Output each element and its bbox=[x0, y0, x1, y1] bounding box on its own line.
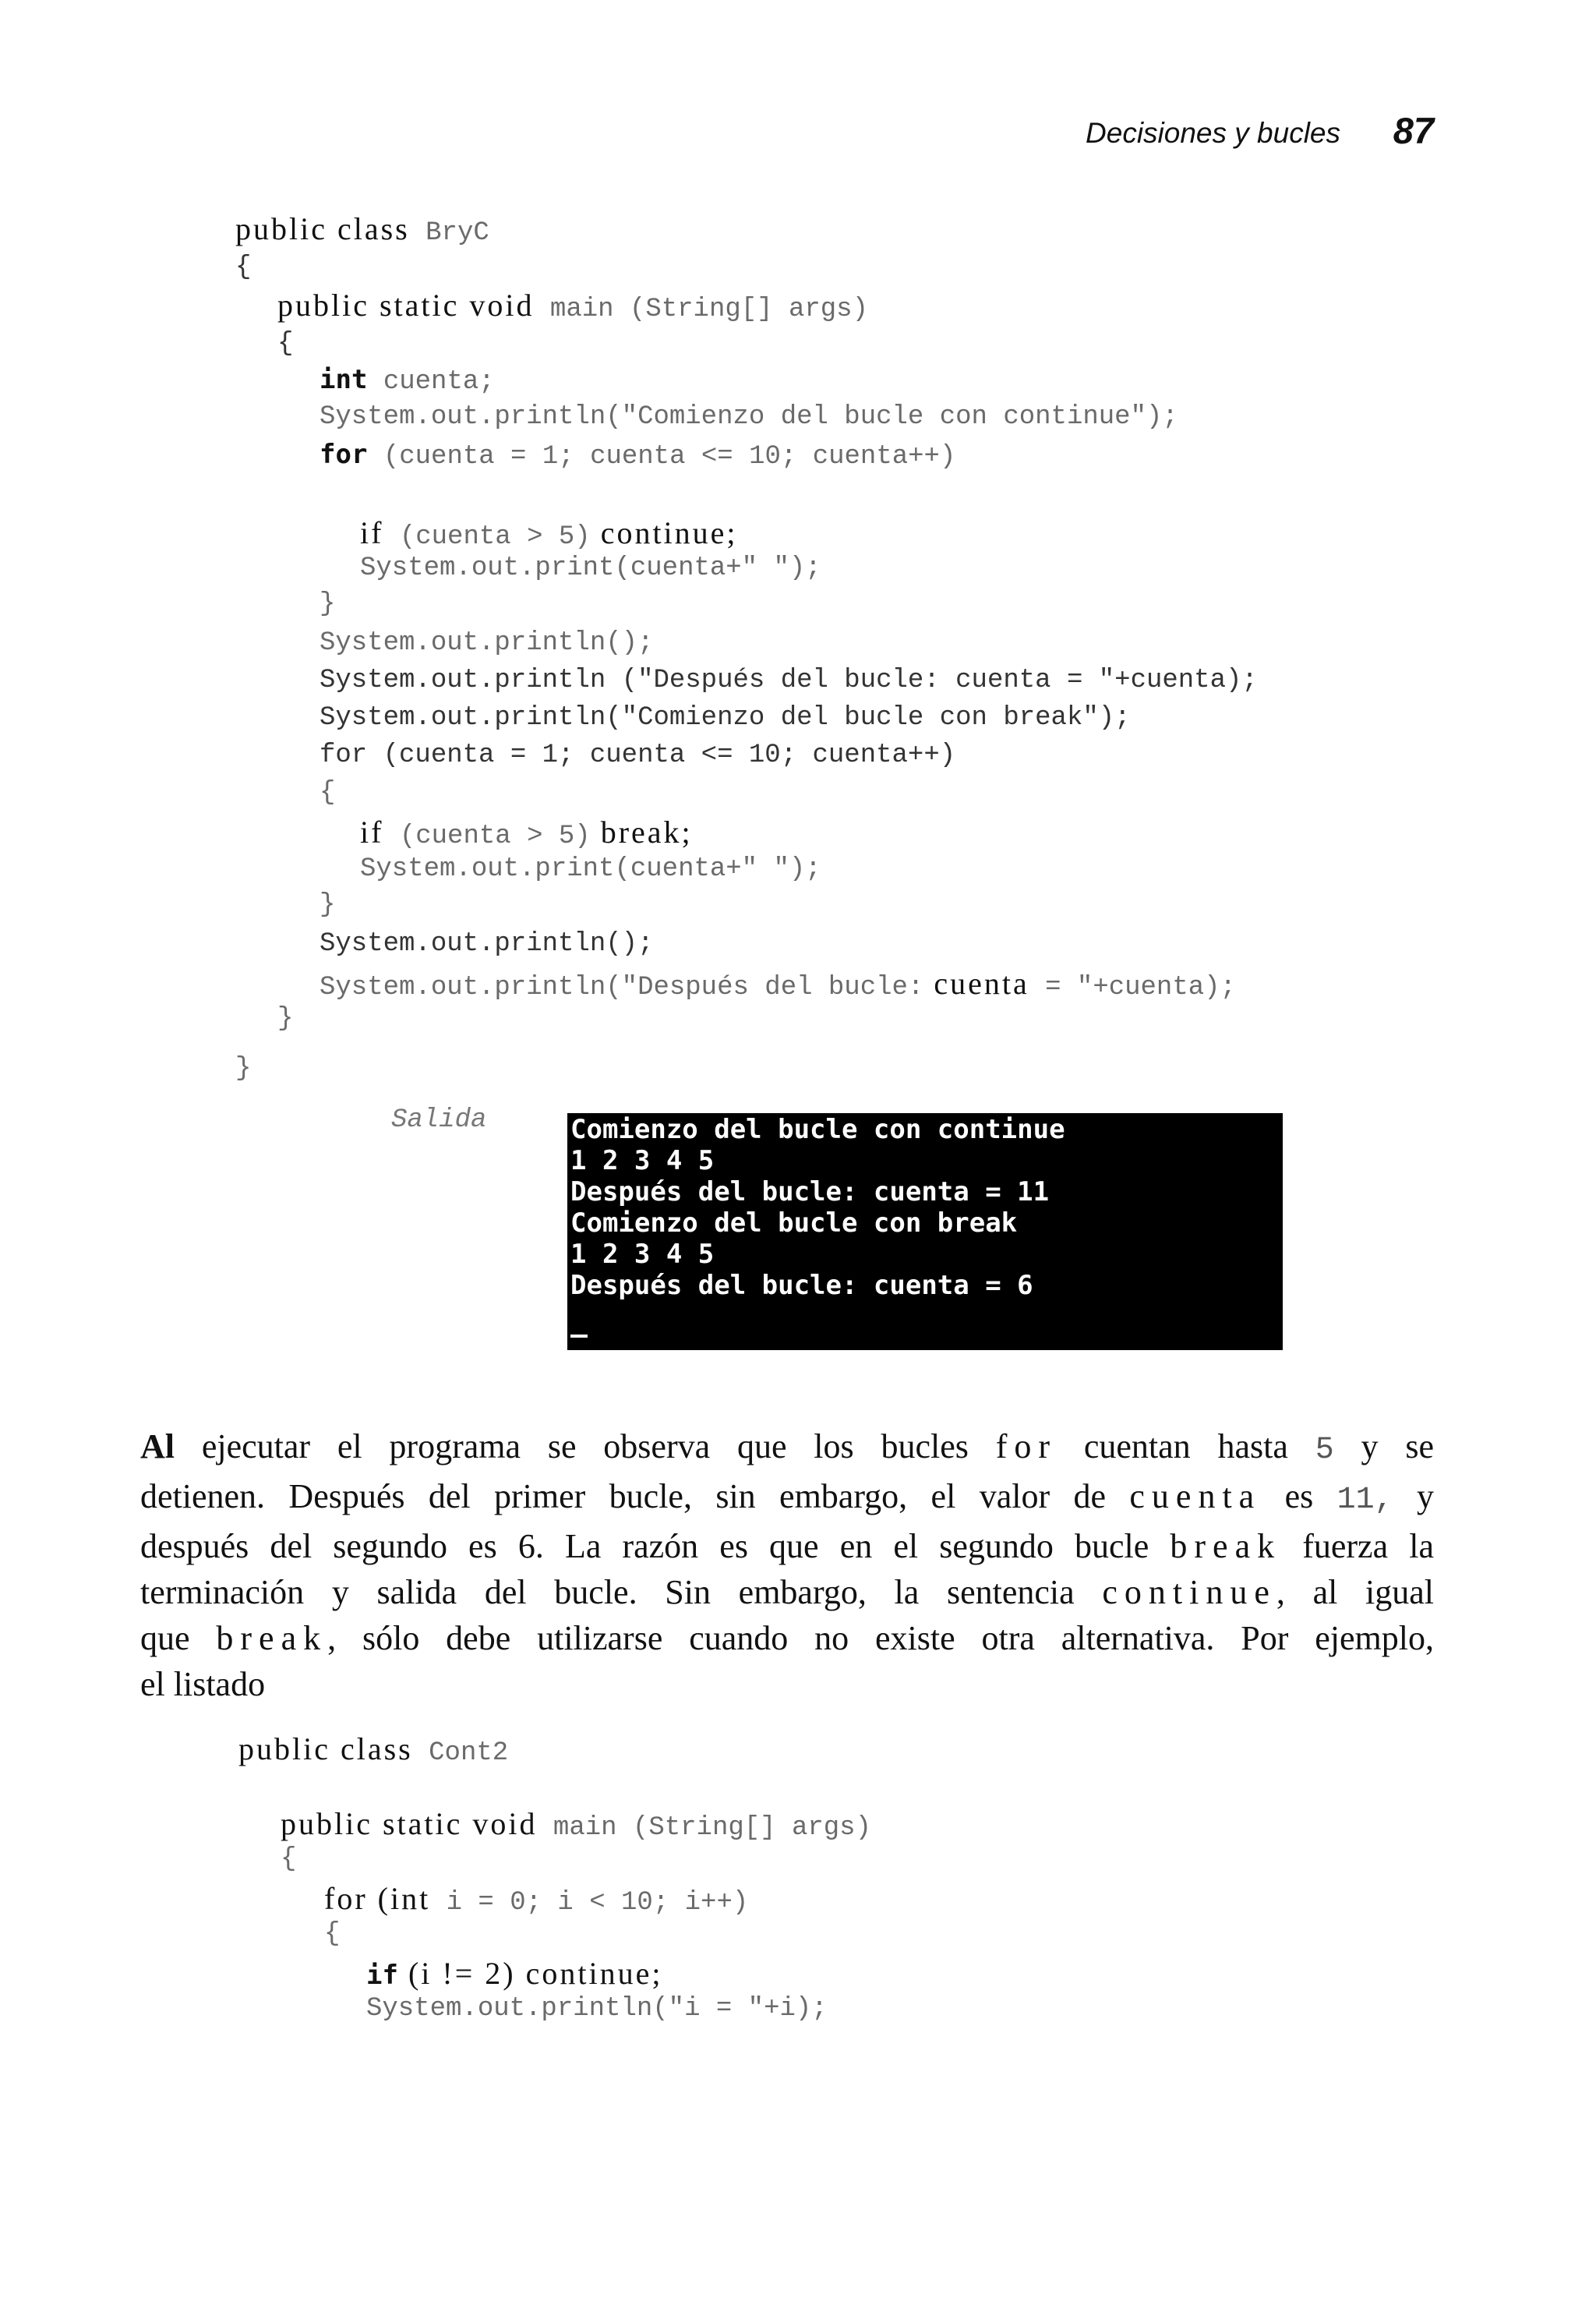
code-text: System.out.println("Después del bucle: bbox=[320, 973, 924, 1002]
code-line: } bbox=[320, 890, 336, 920]
code-keyword: if bbox=[360, 815, 384, 850]
code-keyword: public class bbox=[235, 211, 410, 246]
code-text: = "+cuenta); bbox=[1029, 973, 1236, 1002]
code-text: main (String[] args) bbox=[534, 295, 868, 324]
console-line: Después del bucle: cuenta = 11 bbox=[570, 1176, 1050, 1207]
code-line bbox=[324, 1883, 748, 1916]
console-line: Comienzo del bucle con continue bbox=[570, 1114, 1065, 1145]
paragraph-line bbox=[140, 1473, 1434, 1523]
code-keyword: for (int bbox=[324, 1881, 431, 1916]
code-line bbox=[281, 1808, 871, 1841]
code-line: System.out.println(); bbox=[320, 628, 654, 658]
paragraph-text: Al bbox=[140, 1427, 175, 1465]
code-text: cuenta; bbox=[367, 367, 495, 397]
code-text: (i != 2) continue; bbox=[397, 1956, 663, 1991]
inline-code: 11, bbox=[1336, 1483, 1393, 1518]
paragraph-text: que bbox=[140, 1619, 217, 1657]
code-keyword: if bbox=[366, 1960, 398, 1991]
code-line bbox=[366, 1958, 662, 1991]
inline-code: continue bbox=[1102, 1573, 1276, 1611]
code-keyword: break; bbox=[590, 815, 693, 850]
code-keyword: for bbox=[320, 439, 368, 470]
code-keyword: continue; bbox=[590, 515, 738, 550]
code-line: { bbox=[324, 1919, 341, 1949]
console-line: 1 2 3 4 5 bbox=[570, 1239, 715, 1270]
code-line bbox=[320, 441, 955, 470]
code-keyword: cuenta bbox=[923, 966, 1029, 1001]
paragraph-line bbox=[140, 1569, 1434, 1615]
paragraph-text: y se bbox=[1333, 1427, 1435, 1465]
code-line: } bbox=[320, 589, 336, 619]
code-line: System.out.print(cuenta+" "); bbox=[360, 854, 821, 884]
code-text: (cuenta > 5) bbox=[383, 822, 591, 851]
code-text: Cont2 bbox=[412, 1738, 509, 1768]
console-line: 1 2 3 4 5 bbox=[570, 1145, 715, 1176]
code-line bbox=[238, 1731, 509, 1768]
console-line: Después del bucle: cuenta = 6 bbox=[570, 1270, 1033, 1301]
output-label: Salida bbox=[391, 1105, 487, 1135]
paragraph-text: , al igual bbox=[1276, 1573, 1434, 1611]
console-line: Comienzo del bucle con break bbox=[570, 1207, 1018, 1239]
code-line: { bbox=[277, 329, 294, 359]
code-keyword: public static void bbox=[277, 288, 535, 323]
code-line: System.out.println("Comienzo del bucle con break"); bbox=[320, 703, 1131, 733]
page-number: 87 bbox=[1393, 110, 1434, 151]
paragraph-text: detienen. Después del primer bucle, sin embargo, el valor de bbox=[140, 1477, 1130, 1515]
paragraph-text: ejecutar el programa se observa que los bucles bbox=[175, 1427, 996, 1465]
code-line: System.out.println(); bbox=[320, 929, 654, 959]
inline-code: for bbox=[995, 1427, 1058, 1465]
paragraph-line bbox=[140, 1523, 1434, 1569]
body-paragraph bbox=[140, 1423, 1434, 1707]
inline-code: cuenta bbox=[1129, 1477, 1262, 1515]
inline-code: break bbox=[216, 1619, 328, 1657]
code-line bbox=[360, 817, 693, 850]
paragraph-line bbox=[140, 1615, 1434, 1661]
code-line: System.out.println("i = "+i); bbox=[366, 1994, 828, 2024]
code-line: System.out.println("Comienzo del bucle con continue"); bbox=[320, 402, 1178, 432]
code-text: (cuenta > 5) bbox=[383, 522, 591, 552]
code-line: } bbox=[277, 1004, 294, 1034]
code-line bbox=[360, 515, 738, 552]
paragraph-text: es bbox=[1261, 1477, 1337, 1515]
paragraph-text: después del segundo es 6. La razón es que en el segundo bucle bbox=[140, 1527, 1171, 1565]
code-line bbox=[320, 366, 495, 395]
paragraph-text: fuerza la bbox=[1281, 1527, 1434, 1565]
code-line: { bbox=[235, 253, 252, 282]
code-line: System.out.print(cuenta+" "); bbox=[360, 553, 821, 583]
code-text: BryC bbox=[409, 218, 489, 248]
inline-code: 5 bbox=[1315, 1433, 1334, 1468]
paragraph-text: y bbox=[1393, 1477, 1435, 1515]
code-text: main (String[] args) bbox=[537, 1813, 871, 1843]
code-keyword: public static void bbox=[281, 1806, 538, 1841]
code-keyword: if bbox=[360, 515, 384, 550]
console-output bbox=[567, 1113, 1283, 1350]
paragraph-text: cuentan hasta bbox=[1057, 1427, 1315, 1465]
running-header-title: Decisiones y bucles bbox=[1086, 117, 1340, 149]
code-line: { bbox=[281, 1844, 297, 1874]
code-line bbox=[320, 968, 1236, 1001]
code-line: System.out.println ("Después del bucle: cuenta = "+cuenta); bbox=[320, 666, 1258, 695]
inline-code: break bbox=[1170, 1527, 1282, 1565]
code-line bbox=[235, 211, 489, 248]
code-line: for (cuenta = 1; cuenta <= 10; cuenta++) bbox=[320, 741, 956, 770]
paragraph-text: terminación y salida del bucle. Sin embargo, la sentencia bbox=[140, 1573, 1103, 1611]
paragraph-line: el listado bbox=[140, 1665, 266, 1703]
code-keyword: int bbox=[320, 364, 368, 395]
paragraph-line bbox=[140, 1423, 1434, 1473]
code-text: (cuenta = 1; cuenta <= 10; cuenta++) bbox=[367, 442, 956, 472]
code-text: i = 0; i < 10; i++) bbox=[430, 1888, 749, 1918]
code-line: { bbox=[320, 778, 336, 808]
code-keyword: public class bbox=[238, 1731, 413, 1766]
paragraph-text: , sólo debe utilizarse cuando no existe otra alternativa. Por ejemplo, bbox=[327, 1619, 1434, 1657]
console-cursor bbox=[570, 1335, 588, 1338]
code-line bbox=[277, 290, 868, 323]
code-line: } bbox=[235, 1054, 252, 1084]
